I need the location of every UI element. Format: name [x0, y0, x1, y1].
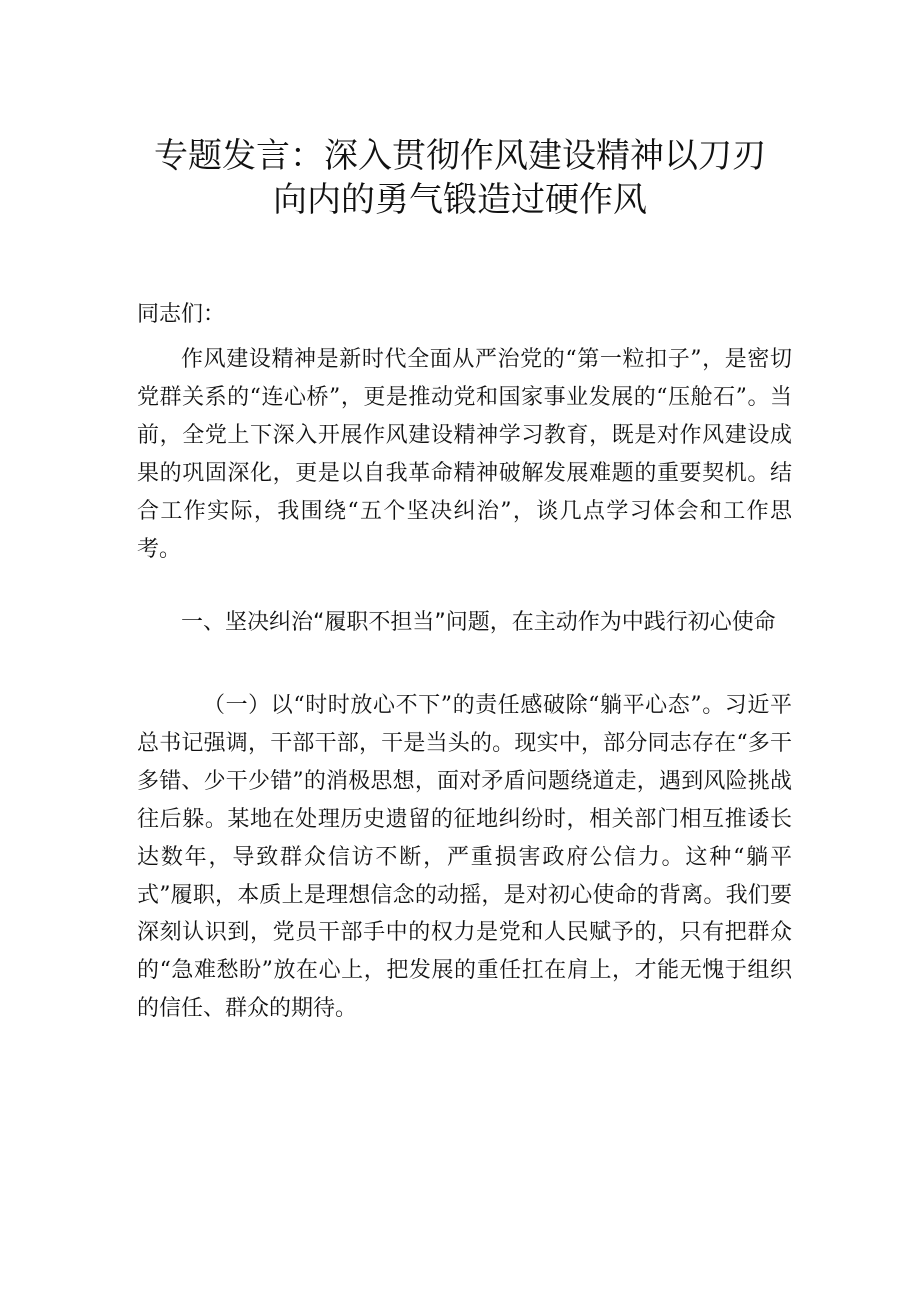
document-title-line-2: 向内的勇气锻造过硬作风	[273, 180, 647, 220]
salutation: 同志们：	[137, 302, 226, 327]
section-heading-1: 一、坚决纠治“履职不担当”问题，在主动作为中践行初心使命	[181, 610, 776, 635]
paragraph-intro: 作风建设精神是新时代全面从严治党的“第一粒扣子”，是密切党群关系的“连心桥”，更是推动党和国家事业发展的“压舱石”。当前，全党上下深入开展作风建设精神学习教育，既是对作风建设成果的巩固深化，更是以自我革命精神破解发展难题的重要契机。结合工作实际，我围绕“五个坚决纠治”，谈几点学习体会和工作思考。	[137, 347, 792, 562]
paragraph-section-1-1: （一）以“时时放心不下”的责任感破除“躺平心态”。习近平总书记强调，干部干部，干是当头的。现实中，部分同志存在“多干多错、少干少错”的消极思想，面对矛盾问题绕道走，遇到风险挑战往后躲。某地在处理历史遗留的征地纠纷时，相关部门相互推诿长达数年，导致群众信访不断，严重损害政府公信力。这种“躺平式”履职，本质上是理想信念的动摇，是对初心使命的背离。我们要深刻认识到，党员干部手中的权力是党和人民赋予的，只有把群众的“急难愁盼”放在心上，把发展的重任扛在肩上，才能无愧于组织的信任、群众的期待。	[137, 693, 792, 1022]
document-title-line-1: 专题发言：深入贯彻作风建设精神以刀刃	[154, 136, 766, 176]
